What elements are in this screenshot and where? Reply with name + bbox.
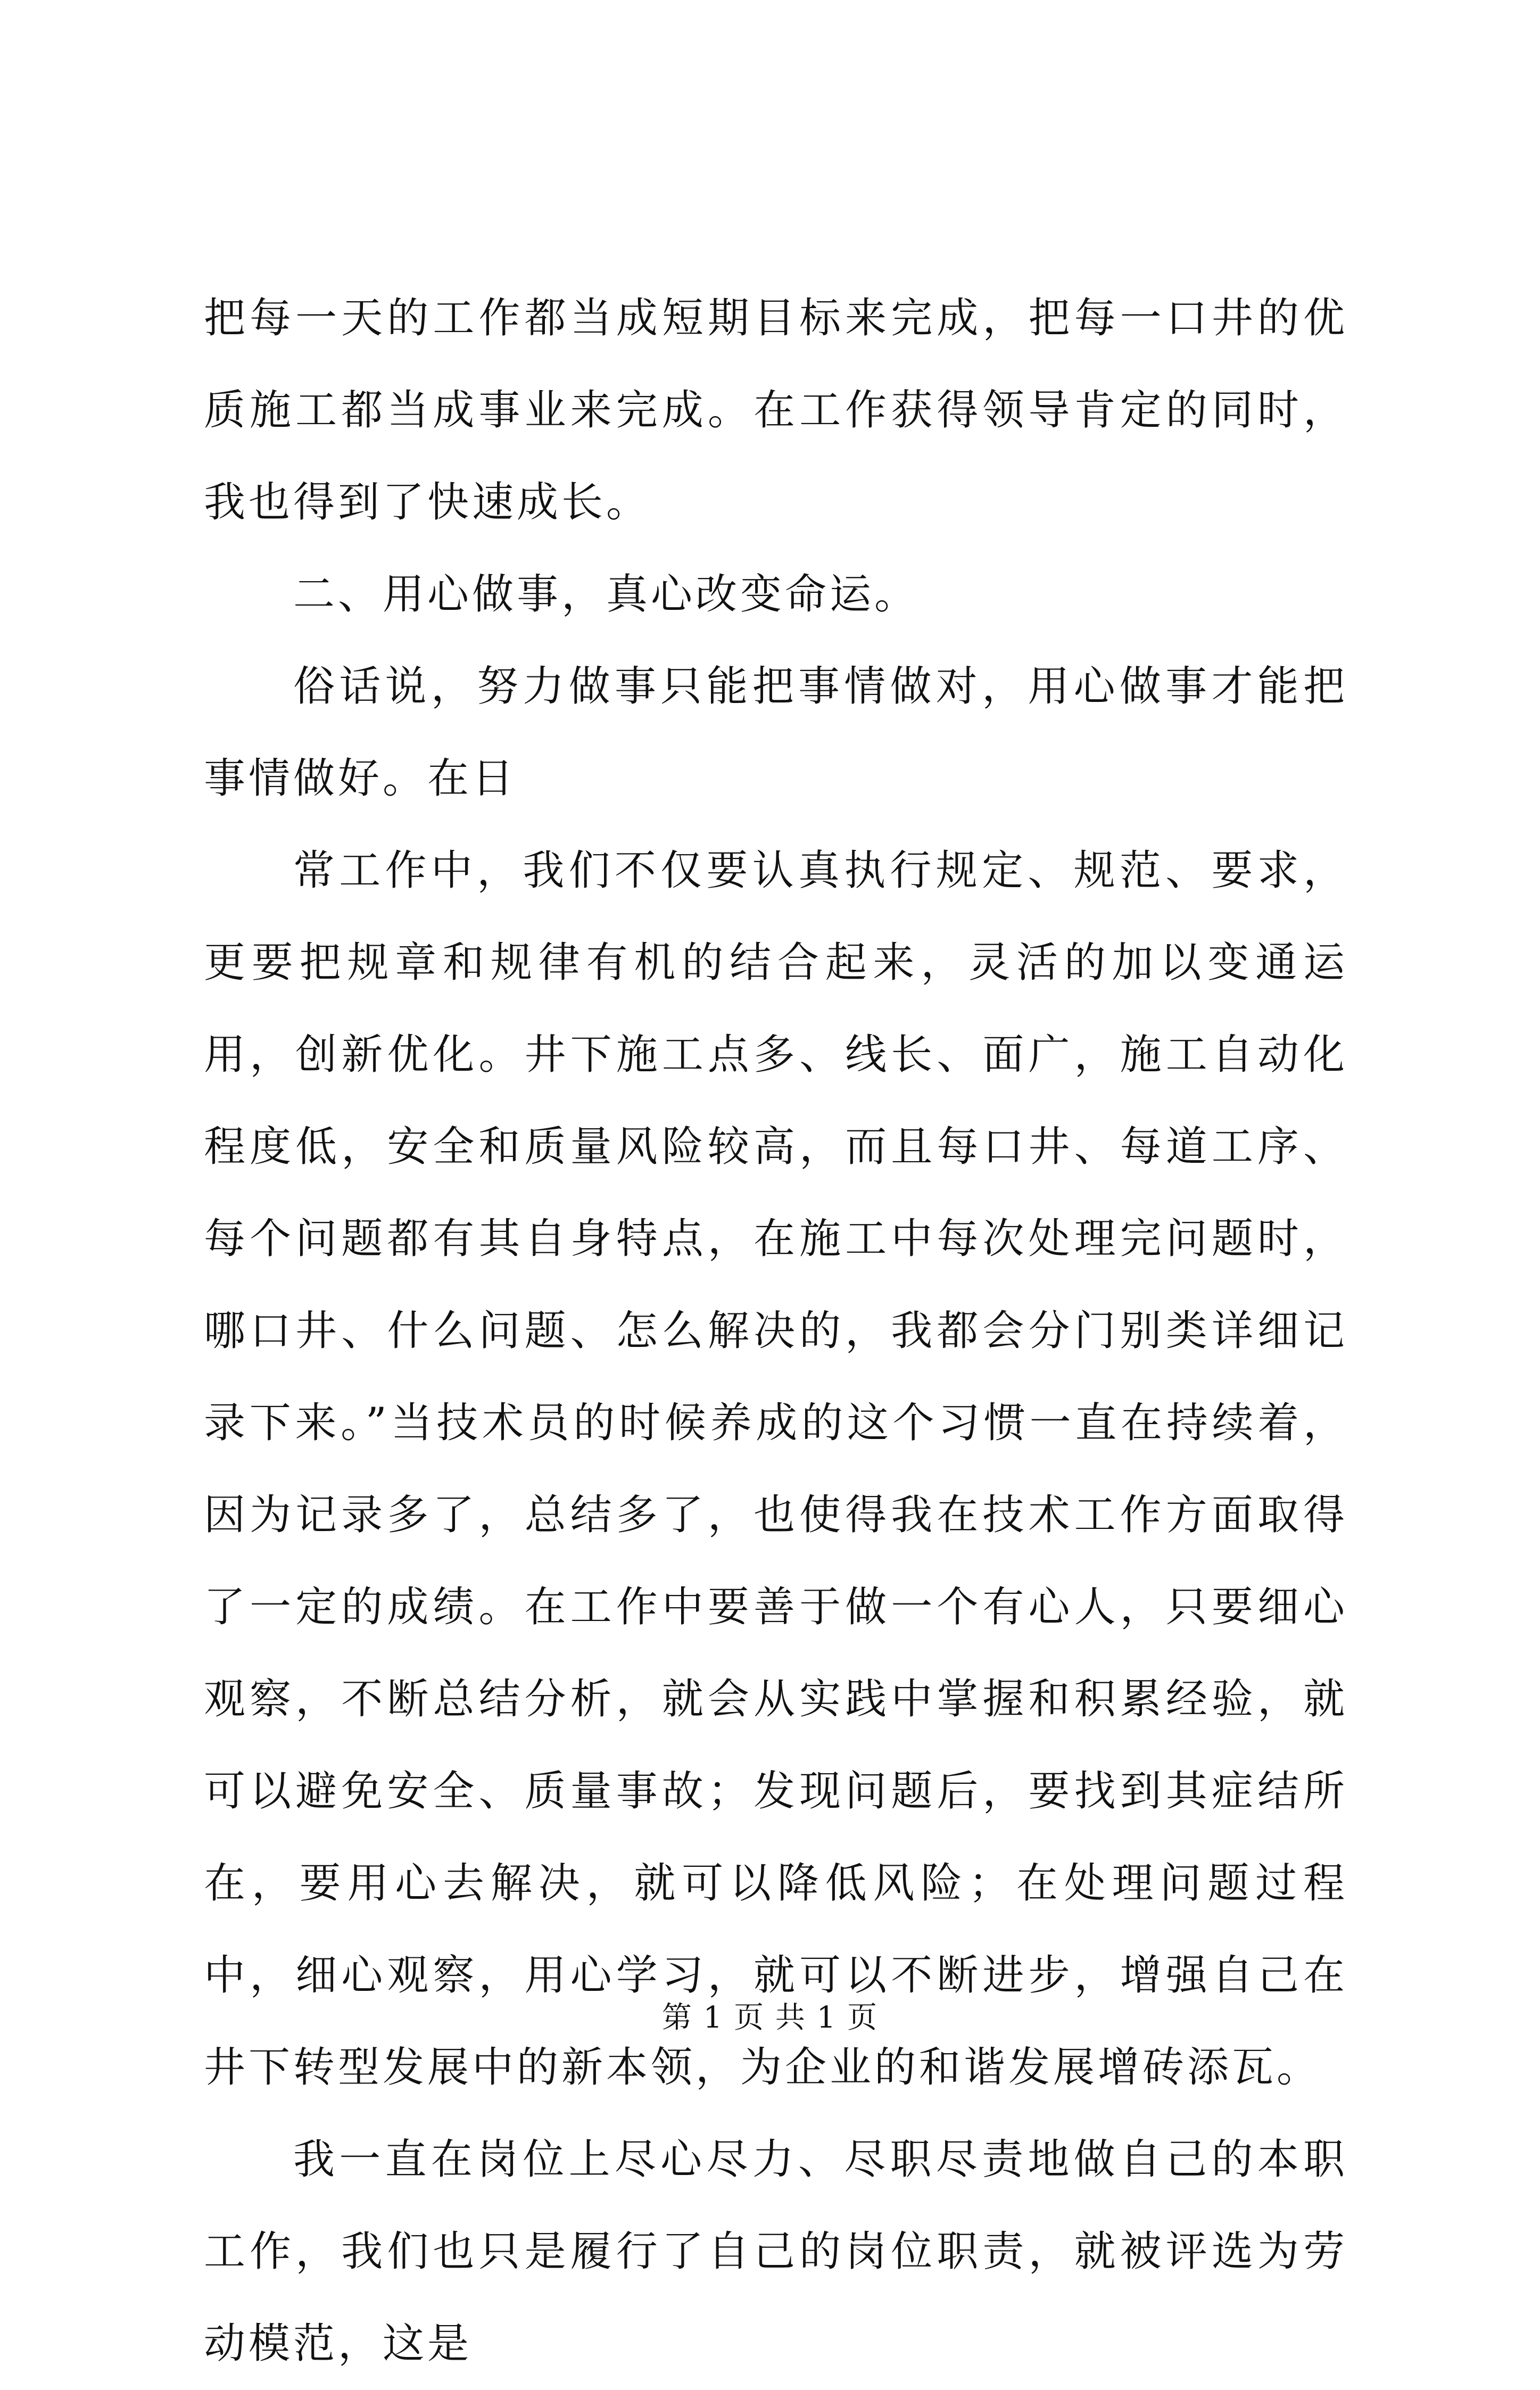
document-body [204, 272, 1348, 2390]
paragraph: 我一直在岗位上尽心尽力、尽职尽责地做自己的本职工作，我们也只是履行了自己的岗位职责，就被评选为劳动模范，这是 [204, 2136, 1348, 2368]
paragraph-continuation: 把每一天的工作都当成短期目标来完成，把每一口井的优质施工都当成事业来完成。在工作获得领导肯定的同时，我也得到了快速成长。 [204, 294, 1348, 526]
paragraph: 常工作中，我们不仅要认真执行规定、规范、要求，更要把规章和规律有机的结合起来，灵活的加以变通运用，创新优化。井下施工点多、线长、面广，施工自动化程度低，安全和质量风险较高，而且每口井、每道工序、每个问题都有其自身特点，在施工中每次处理完问题时，哪口井、什么问题、怎么解决的，我都会分门别类详细记录下来。”当技术员的时候养成的这个习惯一直在持续着，因为记录多了，总结多了，也使得我在技术工作方面取得了一定的成绩。在工作中要善于做一个有心人，只要细心观察，不断总结分析，就会从实践中掌握和积累经验，就可以避免安全、质量事故；发现问题后，要找到其症结所在，要用心去解决，就可以降低风险；在处理问题过程中，细心观察，用心学习，就可以不断进步，增强自己在井下转型发展中的新本领，为企业的和谐发展增砖添瓦。 [204, 847, 1348, 2091]
section-heading: 二、用心做事，真心改变命运。 [293, 570, 920, 618]
page-footer: 第 1 页 共 1 页 [661, 2000, 879, 2035]
paragraph: 俗话说，努力做事只能把事情做对，用心做事才能把事情做好。在日 [204, 663, 1348, 803]
